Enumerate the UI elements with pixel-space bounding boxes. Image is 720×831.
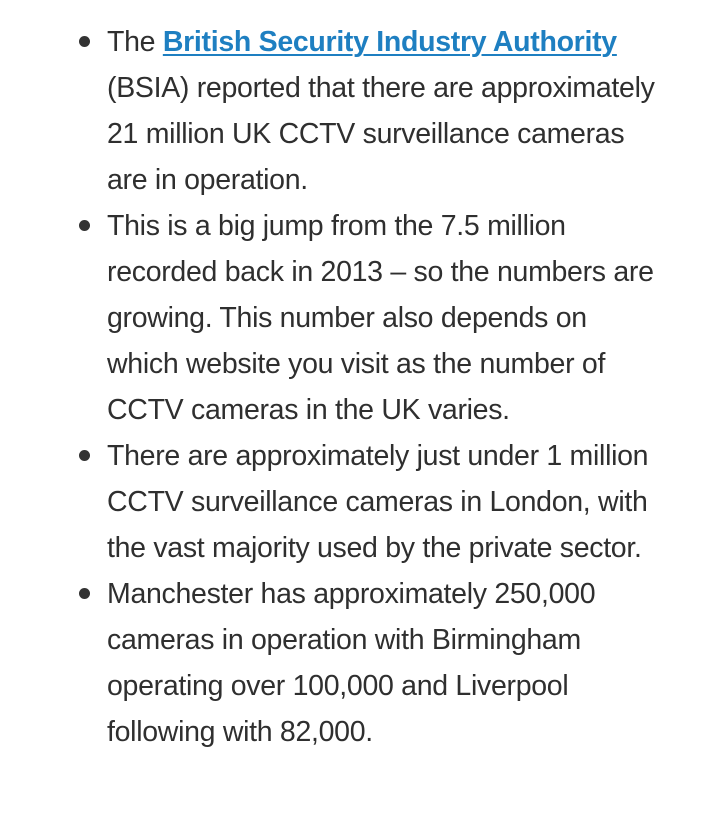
bsia-link[interactable]: British Security Industry Authority xyxy=(162,26,617,58)
bullet-text: (BSIA) reported that there are approximately 21 million UK CCTV surveillance cameras are in operation. xyxy=(107,72,655,196)
list-item xyxy=(0,433,720,571)
list-item xyxy=(0,203,720,433)
bullet-dot-icon xyxy=(79,36,90,47)
bullet-prefix: The xyxy=(107,26,163,58)
bullet-dot-icon xyxy=(79,588,90,599)
bullet-dot-icon xyxy=(79,450,90,461)
bullet-text: This is a big jump from the 7.5 million recorded back in 2013 – so the numbers are growing. This number also depends on which website you visit as the number of CCTV cameras in the UK varies. xyxy=(107,210,654,426)
list-item xyxy=(0,571,720,755)
bullet-list xyxy=(0,19,720,755)
list-item xyxy=(0,19,720,203)
bullet-dot-icon xyxy=(79,220,90,231)
bullet-text: Manchester has approximately 250,000 cameras in operation with Birmingham operating over 100,000 and Liverpool following with 82,000. xyxy=(107,578,596,748)
bullet-text: There are approximately just under 1 million CCTV surveillance cameras in London, with the vast majority used by the private sector. xyxy=(107,440,649,564)
